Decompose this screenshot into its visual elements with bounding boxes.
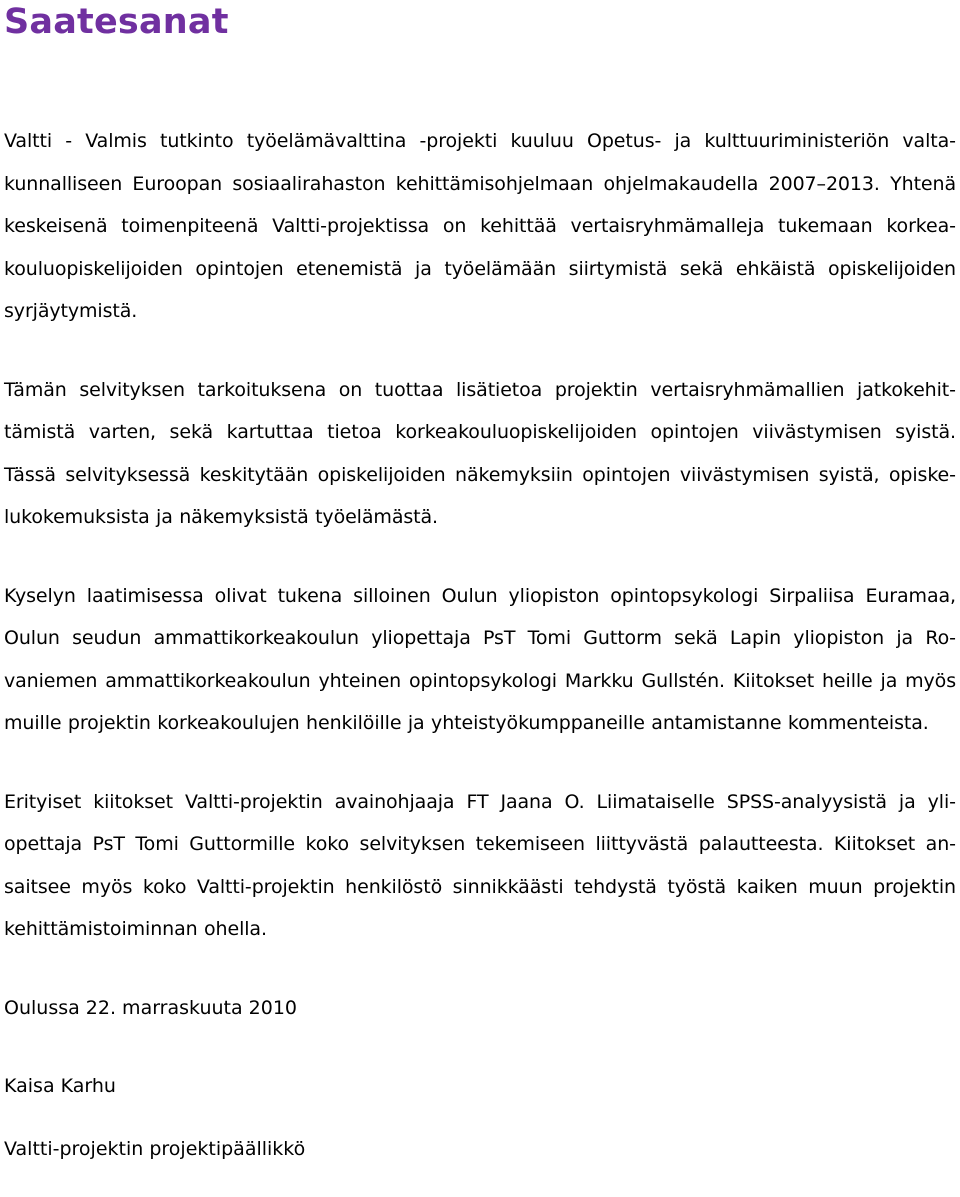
signature-role: Valtti-projektin projektipäällikkö bbox=[4, 1137, 306, 1160]
date-line: Oulussa 22. marraskuuta 2010 bbox=[4, 996, 298, 1019]
paragraph-special-thanks: Erityiset kiitokset Valtti-projektin avainohjaaja FT Jaana O. Liimataiselle SPSS-analyysistä ja yliopettaja PsT Tomi Guttormille koko selvityksen tekemiseen liittyvästä palautteesta. Kiitokset ansaitsee myös koko Valtti-projektin henkilöstö sinnikkäästi tehdystä työstä kaiken muun projektin kehittämistoiminnan ohella. bbox=[4, 790, 956, 940]
signature-name: Kaisa Karhu bbox=[4, 1075, 116, 1097]
paragraph-acknowledgements: Kyselyn laatimisessa olivat tukena silloinen Oulun yliopiston opintopsykologi Sirpaliisa Euramaa, Oulun seudun ammattikorkeakoulun yliopettaja PsT Tomi Guttorm sekä Lapin yliopiston ja Rovaniemen ammattikorkeakoulun yhteinen opintopsykologi Markku Gullstén. Kiitokset heille ja myös muille projektin korkeakoulujen henkilöille ja yhteistyökumppaneille antamistanne kommenteista. bbox=[4, 584, 956, 734]
page-title: Saatesanat bbox=[4, 2, 229, 42]
paragraph-project-intro: Valtti - Valmis tutkinto työelämävalttina -projekti kuuluu Opetus- ja kulttuuriministeriön valtakunnalliseen Euroopan sosiaalirahaston kehittämisohjelmaan ohjelmakaudella 2007–2013. Yhtenä keskeisenä toimenpiteenä Valtti-projektissa on kehittää vertaisryhmämalleja tukemaan korkeakouluopiskelijoiden opintojen etenemistä ja työelämään siirtymistä sekä ehkäistä opiskelijoiden syrjäytymistä. bbox=[4, 130, 956, 322]
paragraph-study-purpose: Tämän selvityksen tarkoituksena on tuottaa lisätietoa projektin vertaisryhmämallien jatkokehittämistä varten, sekä kartuttaa tietoa korkeakouluopiskelijoiden opintojen viivästymisen syistä. Tässä selvityksessä keskitytään opiskelijoiden näkemyksiin opintojen viivästymisen syistä, opiskelukokemuksista ja näkemyksistä työelämästä. bbox=[4, 378, 956, 528]
document-page bbox=[4, 0, 956, 1170]
